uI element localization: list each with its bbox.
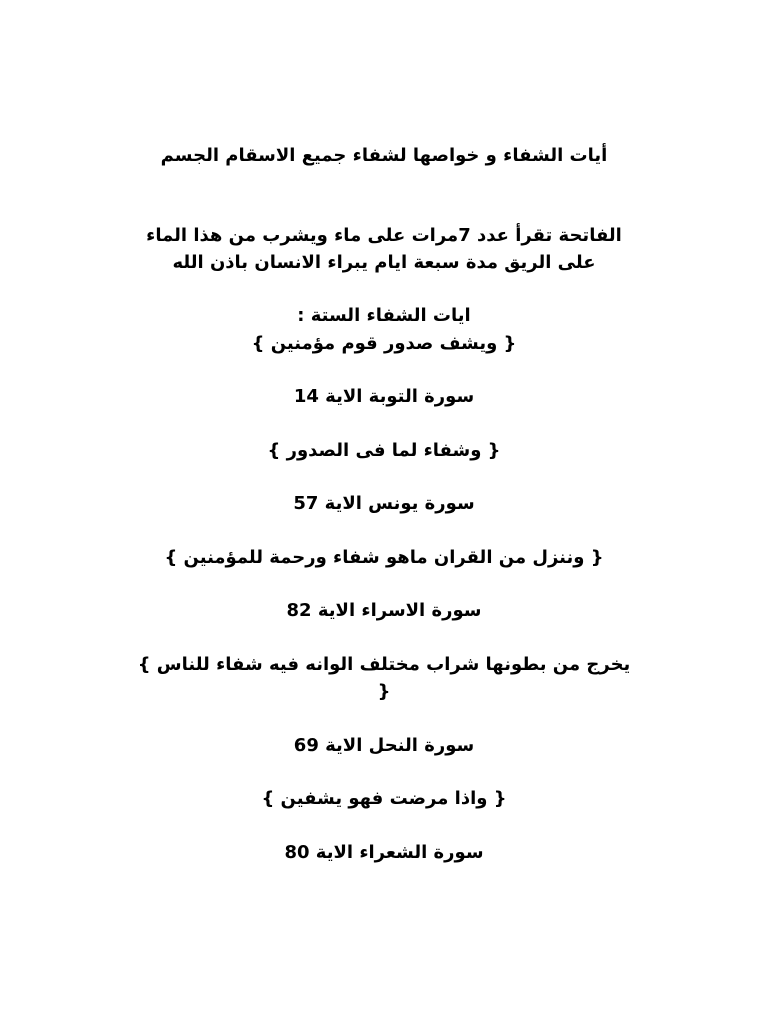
intro-line-2: على الريق مدة سبعة ايام يبراء الانسان باذن الله: [172, 252, 596, 273]
intro-line-1: الفاتحة تقرأ عدد 7مرات على ماء ويشرب من هذا الماء: [146, 225, 622, 246]
verse-text-5: { واذا مرضت فهو يشفين }: [261, 788, 507, 809]
verse-text-2: { وشفاء لما فى الصدور }: [267, 440, 501, 461]
verse-reference-4: سورة النحل الاية 69: [293, 735, 475, 756]
verse-reference-1: سورة التوبة الاية 14: [293, 386, 475, 407]
verse-text-1: { ويشف صدور قوم مؤمنين }: [251, 333, 517, 354]
verse-reference-5: سورة الشعراء الاية 80: [284, 842, 484, 863]
verse-reference-3: سورة الاسراء الاية 82: [286, 600, 482, 621]
document-title: أيات الشفاء و خواصها لشفاء جميع الاسقام الجسم: [160, 145, 608, 166]
section-heading: ايات الشفاء الستة :: [297, 305, 471, 326]
verse-text-4-line-1: يخرج من بطونها شراب مختلف الوانه فيه شفاء للناس }: [137, 654, 631, 675]
verse-text-3: { وننزل من القران ماهو شفاء ورحمة للمؤمنين }: [164, 547, 604, 568]
verse-text-4-line-2: {: [377, 681, 391, 702]
verse-reference-2: سورة يونس الاية 57: [293, 493, 475, 514]
